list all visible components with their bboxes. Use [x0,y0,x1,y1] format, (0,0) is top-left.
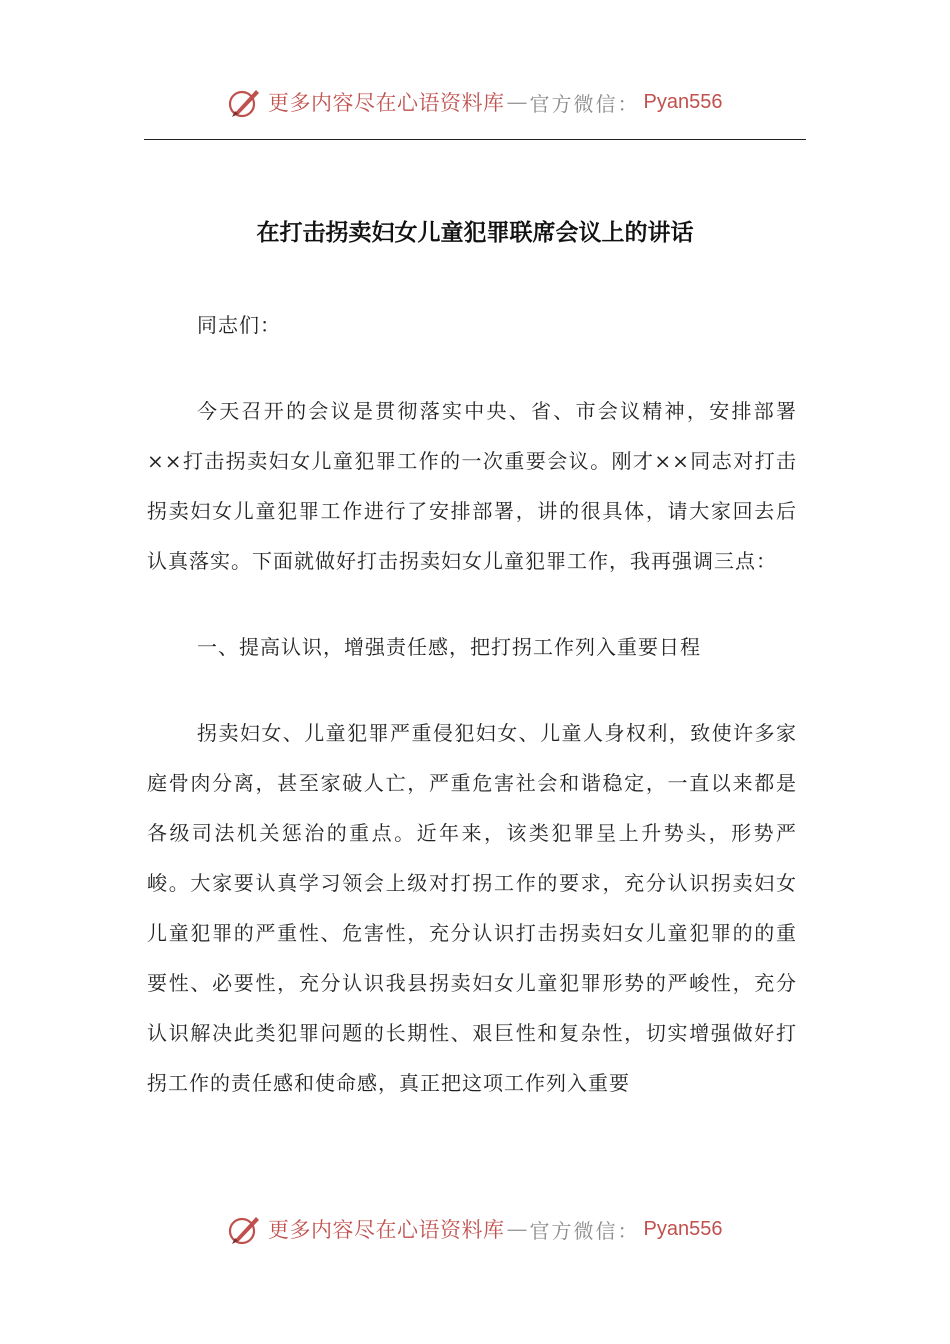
quill-pen-logo-icon [226,1211,262,1247]
salutation: 同志们： [197,313,281,337]
paragraph: 拐卖妇女、儿童犯罪严重侵犯妇女、儿童人身权利，致使许多家庭骨肉分离，甚至家破人亡，严重危害社会和谐稳定，一直以来都是各级司法机关惩治的重点。近年来，该类犯罪呈上升势头，形势严峻。大家要认真学习领会上级对打拐工作的要求，充分认识拐卖妇女儿童犯罪的严重性、危害性，充分认识打击拐卖妇女儿童犯罪的的重要性、必要性，充分认识我县拐卖妇女儿童犯罪形势的严峻性，充分认识解决此类犯罪问题的长期性、艰巨性和复杂性，切实增强做好打拐工作的责任感和使命感，真正把这项工作列入重要 [147,721,797,1095]
banner-wechat-id: Pyan556 [643,1217,723,1240]
banner-dash: — [506,90,528,114]
banner-text: 更多内容尽在心语资料库 [268,91,505,115]
paragraph: 今天召开的会议是贯彻落实中央、省、市会议精神，安排部署××打击拐卖妇女儿童犯罪工作的一次重要会议。刚才××同志对打击拐卖妇女儿童犯罪工作进行了安排部署，讲的很具体，请大家回去后认真落实。下面就做好打击拐卖妇女儿童犯罪工作，我再强调三点： [147,399,797,573]
footer-banner [226,1209,722,1249]
banner-wechat-id: Pyan556 [643,90,723,113]
banner-wechat-label: 官方微信： [529,1218,640,1243]
document-body [147,300,797,1144]
quill-pen-logo-icon [226,84,262,120]
document-title: 在打击拐卖妇女儿童犯罪联席会议上的讲话 [256,220,694,246]
header-divider [144,139,806,140]
header-banner [226,82,722,122]
banner-dash: — [506,1217,528,1241]
banner-text: 更多内容尽在心语资料库 [268,1218,505,1242]
banner-wechat-label: 官方微信： [529,91,640,116]
section-heading: 一、提高认识，增强责任感，把打拐工作列入重要日程 [197,635,701,659]
